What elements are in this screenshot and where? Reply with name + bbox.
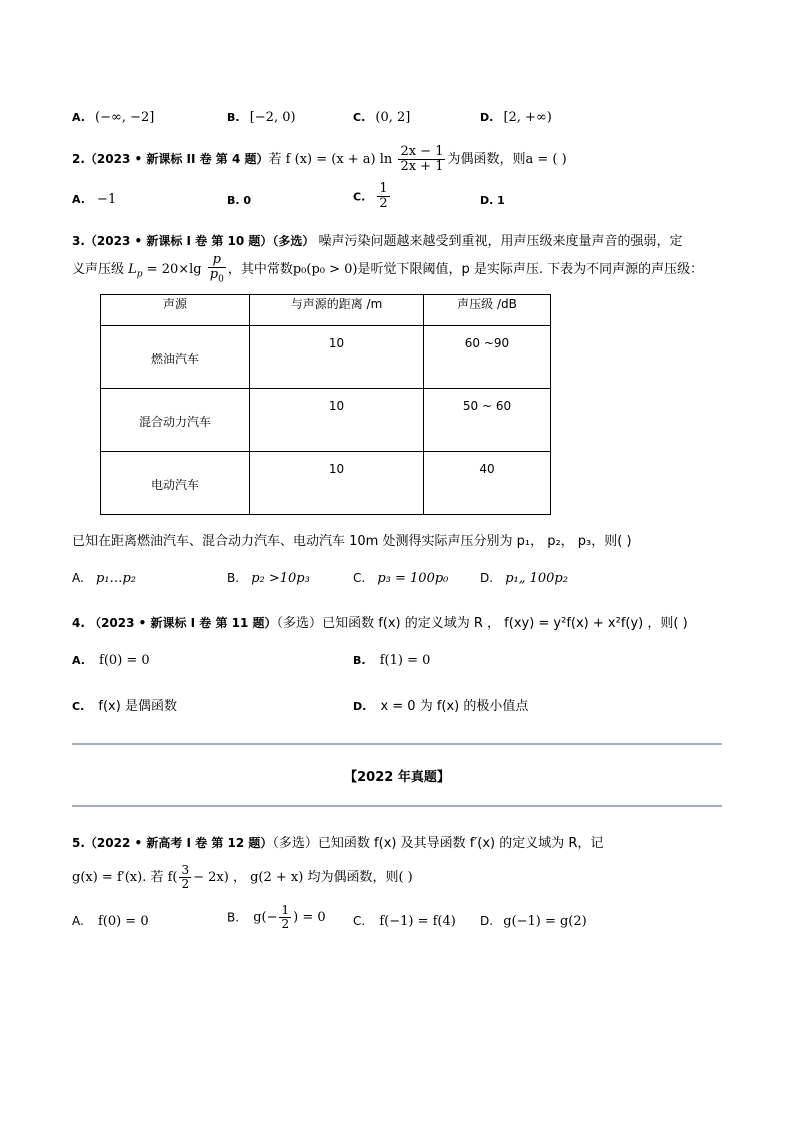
q4-option-d-label: D. bbox=[353, 700, 367, 713]
table-cell bbox=[250, 326, 424, 389]
table-cell bbox=[250, 452, 424, 515]
q3-const: p₀(p₀ > 0) bbox=[292, 262, 358, 277]
q2-option-c bbox=[353, 182, 392, 212]
q5-option-a-text: f(0) = 0 bbox=[97, 914, 149, 929]
q2-option-c-label: C. bbox=[353, 190, 366, 204]
q5-frac-den: 2 bbox=[181, 877, 190, 891]
table-cell bbox=[424, 326, 551, 389]
table-cell bbox=[424, 389, 551, 452]
q4-source: （2023 • 新课标 I 卷 第 11 题） bbox=[89, 616, 277, 630]
q2-option-a bbox=[72, 192, 116, 207]
q5-fraction bbox=[179, 864, 191, 891]
q2-stem bbox=[72, 140, 567, 179]
q4-text: 已知函数 f(x) 的定义域为 R ， f(xy) = y²f(x) + x²f(y) ，则( ) bbox=[322, 616, 688, 631]
q4-option-d-text: x = 0 为 f(x) 的极小值点 bbox=[380, 699, 529, 714]
q5-line2 bbox=[72, 858, 413, 898]
q4-stem bbox=[72, 612, 688, 631]
q3-option-b-text: p₂ >10p₃ bbox=[251, 571, 310, 586]
q3-option-d-text: p₁„ 100p₂ bbox=[505, 571, 568, 586]
q5-frac-num: 3 bbox=[181, 862, 190, 877]
q5-option-a-label: A. bbox=[72, 914, 84, 928]
q2-option-c-frac bbox=[377, 182, 389, 212]
q5-option-b-frac bbox=[279, 904, 291, 931]
q1-option-c-text: (0, 2] bbox=[375, 110, 411, 125]
q4-option-a bbox=[72, 653, 150, 668]
table-header-cell: 声源 bbox=[101, 295, 250, 326]
q2-source: （2023 • 新课标 II 卷 第 4 题） bbox=[84, 152, 269, 166]
q3-formula-sub: p bbox=[136, 269, 143, 280]
q1-option-b bbox=[227, 110, 296, 125]
q5-option-b-pre: g(− bbox=[253, 910, 278, 926]
source-name: 电动汽车 bbox=[150, 478, 199, 492]
q3-frac-den-sub: 0 bbox=[218, 275, 224, 285]
q2-option-a-text: −1 bbox=[97, 192, 117, 207]
q4-tag: （多选） bbox=[276, 616, 323, 631]
distance-value: 10 bbox=[328, 336, 345, 350]
section-title-wrap bbox=[0, 766, 794, 785]
q5-line2-post: − 2x) ， g(2 + x) 均为偶函数，则( ) bbox=[193, 870, 413, 885]
q3-option-a bbox=[72, 571, 136, 586]
table-row bbox=[101, 389, 551, 452]
q5-option-b-label: B. bbox=[227, 910, 240, 925]
q2-option-c-num: 1 bbox=[379, 181, 388, 196]
q4-option-d bbox=[353, 695, 528, 714]
q5-option-d bbox=[480, 914, 587, 929]
q5-source: （2022 • 新高考 I 卷 第 12 题） bbox=[84, 836, 273, 850]
q3-line1 bbox=[72, 230, 683, 249]
q2-frac-num: 2x − 1 bbox=[400, 143, 444, 159]
distance-value: 10 bbox=[328, 399, 345, 413]
q3-option-b bbox=[227, 571, 310, 586]
q3-line1-text: 噪声污染问题越来越受到重视，用声压级来度量声音的强弱，定 bbox=[314, 234, 683, 249]
q4-option-a-text: f(0) = 0 bbox=[99, 653, 150, 668]
q5-line2-pre: g(x) = f′(x). 若 f( bbox=[72, 870, 178, 885]
q1-option-d-label: D. bbox=[480, 111, 494, 124]
q3-source: （2023 • 新课标 I 卷 第 10 题）（多选） bbox=[84, 234, 315, 248]
q2-a-eq: a = ( ) bbox=[525, 152, 567, 167]
q5-option-b-den: 2 bbox=[281, 917, 290, 932]
q2-option-c-den: 2 bbox=[379, 196, 388, 212]
q1-option-a-text: (−∞, −2] bbox=[95, 110, 155, 125]
q2-option-b: B. 0 bbox=[227, 194, 252, 207]
q3-option-d bbox=[480, 571, 568, 586]
distance-value: 10 bbox=[328, 462, 345, 476]
q5-option-c bbox=[353, 914, 456, 929]
q5-number: 5. bbox=[72, 836, 85, 850]
q1-option-a bbox=[72, 110, 154, 125]
q5-option-d-text: g(−1) = g(2) bbox=[503, 914, 587, 929]
q5-option-b-post: ) = 0 bbox=[293, 910, 326, 926]
q2-option-a-label: A. bbox=[72, 193, 85, 206]
q3-fraction bbox=[208, 253, 226, 286]
q3-line2-pre: 义声压级 bbox=[72, 262, 125, 277]
table-row bbox=[101, 326, 551, 389]
source-name: 混合动力汽车 bbox=[138, 415, 211, 429]
table-cell bbox=[101, 389, 250, 452]
q2-number: 2. bbox=[72, 152, 85, 166]
q5-option-c-text: f(−1) = f(4) bbox=[379, 914, 456, 929]
q4-number: 4. bbox=[72, 616, 85, 630]
q3-frac-den: p bbox=[209, 267, 219, 283]
q3-line3: 已知在距离燃油汽车、混合动力汽车、电动汽车 10m 处测得实际声压分别为 p₁， p₂， p₃，则( ) bbox=[72, 534, 632, 549]
q4-option-b-label: B. bbox=[353, 654, 366, 667]
q1-option-c-label: C. bbox=[353, 111, 366, 124]
table-header-cell: 与声源的距离 /m bbox=[250, 295, 424, 326]
q1-option-c bbox=[353, 110, 410, 125]
q3-line2 bbox=[72, 252, 703, 293]
q2-post: 为偶函数，则 bbox=[447, 152, 526, 167]
q3-line2-post: 是听觉下限阈值，p 是实际声压. 下表为不同声源的声压级： bbox=[357, 262, 704, 277]
q5-option-b-num: 1 bbox=[281, 903, 290, 917]
q5-tag: （多选） bbox=[272, 836, 318, 851]
q3-option-c-text: p₃ = 100p₀ bbox=[377, 571, 449, 586]
q2-option-d: D. 1 bbox=[480, 194, 505, 207]
q2-fraction bbox=[398, 145, 445, 175]
table-header-cell: 声压级 /dB bbox=[424, 295, 551, 326]
q4-option-a-label: A. bbox=[72, 654, 85, 667]
q3-table bbox=[100, 294, 551, 515]
table-header-row bbox=[101, 295, 551, 326]
q3-option-b-label: B. bbox=[227, 571, 240, 585]
q3-formula-lhs: L bbox=[128, 262, 137, 277]
level-value: 40 bbox=[479, 462, 495, 476]
q5-option-b bbox=[227, 904, 326, 931]
q2-frac-den: 2x + 1 bbox=[400, 159, 444, 174]
section-divider-top bbox=[72, 743, 722, 745]
q3-option-a-text: p₁…p₂ bbox=[95, 571, 137, 586]
q1-option-d-text: [2, +∞) bbox=[503, 110, 552, 125]
q3-formula-mid: = 20×lg bbox=[142, 262, 202, 277]
q3-frac-num: p bbox=[212, 252, 221, 268]
q4-option-b-text: f(1) = 0 bbox=[379, 653, 431, 668]
level-value: 60 ~90 bbox=[464, 336, 510, 350]
section-divider-bottom bbox=[72, 805, 722, 807]
q1-option-b-label: B. bbox=[227, 111, 240, 124]
q4-option-c bbox=[72, 695, 177, 714]
q5-text: 已知函数 f(x) 及其导函数 f′(x) 的定义域为 R，记 bbox=[317, 836, 604, 851]
q3-option-c bbox=[353, 571, 448, 586]
section-title: 【2022 年真题】 bbox=[344, 770, 450, 785]
q2-pre: 若 bbox=[268, 152, 282, 167]
q1-option-a-label: A. bbox=[72, 111, 85, 124]
q2-function: f (x) = (x + a) ln bbox=[285, 152, 393, 167]
table-cell bbox=[101, 326, 250, 389]
q1-option-d bbox=[480, 110, 552, 125]
q5-option-c-label: C. bbox=[353, 914, 366, 928]
q3-option-a-label: A. bbox=[72, 571, 84, 585]
q5-option-d-label: D. bbox=[480, 914, 494, 928]
q4-option-c-text: f(x) 是偶函数 bbox=[98, 699, 177, 714]
q4-option-b bbox=[353, 653, 430, 668]
table-cell bbox=[101, 452, 250, 515]
level-value: 50 ~ 60 bbox=[462, 399, 512, 413]
table-cell bbox=[424, 452, 551, 515]
q3-option-c-label: C. bbox=[353, 571, 366, 585]
q4-option-c-label: C. bbox=[72, 700, 85, 713]
q5-option-a bbox=[72, 914, 149, 929]
source-name: 燃油汽车 bbox=[150, 352, 199, 366]
table-cell bbox=[250, 389, 424, 452]
q3-number: 3. bbox=[72, 234, 85, 248]
q1-option-b-text: [−2, 0) bbox=[249, 110, 296, 125]
q5-stem bbox=[72, 832, 603, 851]
table-row bbox=[101, 452, 551, 515]
q3-option-d-label: D. bbox=[480, 571, 494, 585]
q3-line2-mid: ，其中常数 bbox=[227, 262, 293, 277]
